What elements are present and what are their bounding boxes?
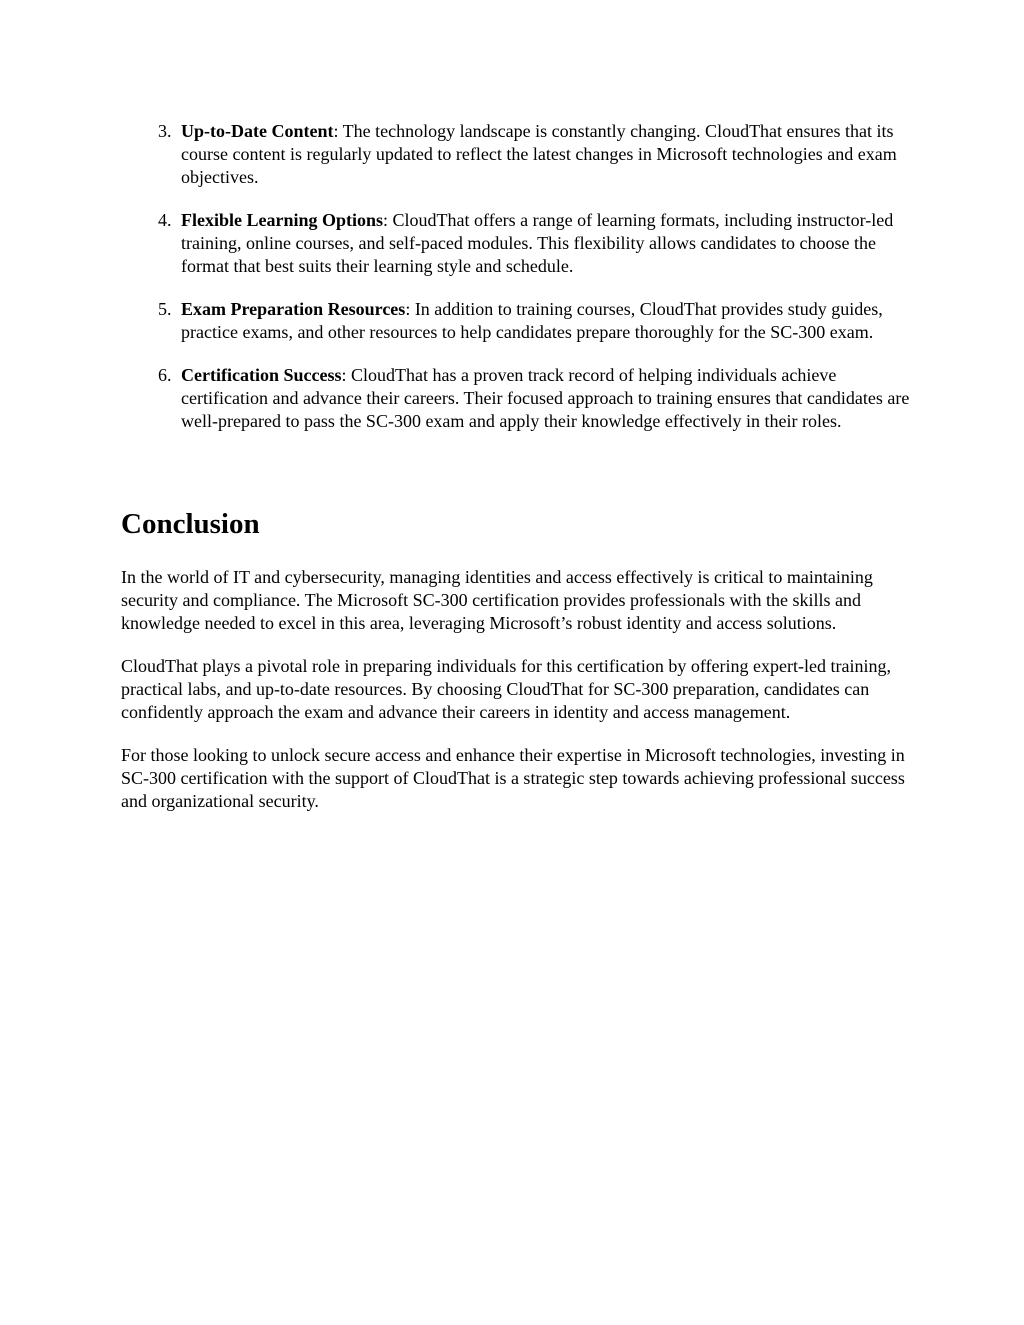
conclusion-body — [121, 566, 911, 833]
list-item-text: : CloudThat has a proven track record of helping individuals achieve certification and advance their careers. Their focused approach to training ensures that candidates are well-prepared to pass the SC-300 exam and apply their knowledge effectively in their roles. — [181, 365, 910, 431]
conclusion-paragraph: CloudThat plays a pivotal role in preparing individuals for this certification by offering expert-led training, practical labs, and up-to-date resources. By choosing CloudThat for SC-300 preparation, candidates can confidently approach the exam and advance their careers in identity and access management. — [121, 656, 891, 722]
conclusion-paragraph: In the world of IT and cybersecurity, managing identities and access effectively is critical to maintaining security and compliance. The Microsoft SC-300 certification provides professionals with the skills and knowledge needed to excel in this area, leveraging Microsoft’s robust identity and access solutions. — [121, 567, 873, 633]
conclusion-heading: Conclusion — [121, 508, 260, 540]
conclusion-paragraph: For those looking to unlock secure access and enhance their expertise in Microsoft technologies, investing in SC-300 certification with the support of CloudThat is a strategic step towards achieving professional success and organizational security. — [121, 745, 905, 811]
list-item — [0, 209, 911, 278]
benefits-list — [0, 120, 1024, 453]
list-item-title: Exam Preparation Resources — [181, 299, 406, 319]
list-item-number: 6. — [158, 365, 172, 385]
list-item-number: 4. — [158, 210, 172, 230]
list-item-title: Flexible Learning Options — [181, 210, 384, 230]
list-item-text: : The technology landscape is constantly changing. CloudThat ensures that its course content is regularly updated to reflect the latest changes in Microsoft technologies and exam objectives. — [181, 121, 897, 187]
list-item-title: Up-to-Date Content — [181, 121, 334, 141]
list-item — [0, 298, 911, 344]
list-item-text: : In addition to training courses, CloudThat provides study guides, practice exams, and other resources to help candidates prepare thoroughly for the SC-300 exam. — [181, 299, 883, 342]
list-item-title: Certification Success — [181, 365, 342, 385]
list-item-number: 3. — [158, 121, 172, 141]
list-item — [0, 120, 911, 189]
list-item — [0, 364, 911, 433]
list-item-text: : CloudThat offers a range of learning formats, including instructor-led training, online courses, and self-paced modules. This flexibility allows candidates to choose the format that best suits their learning style and schedule. — [181, 210, 894, 276]
list-item-number: 5. — [158, 299, 172, 319]
